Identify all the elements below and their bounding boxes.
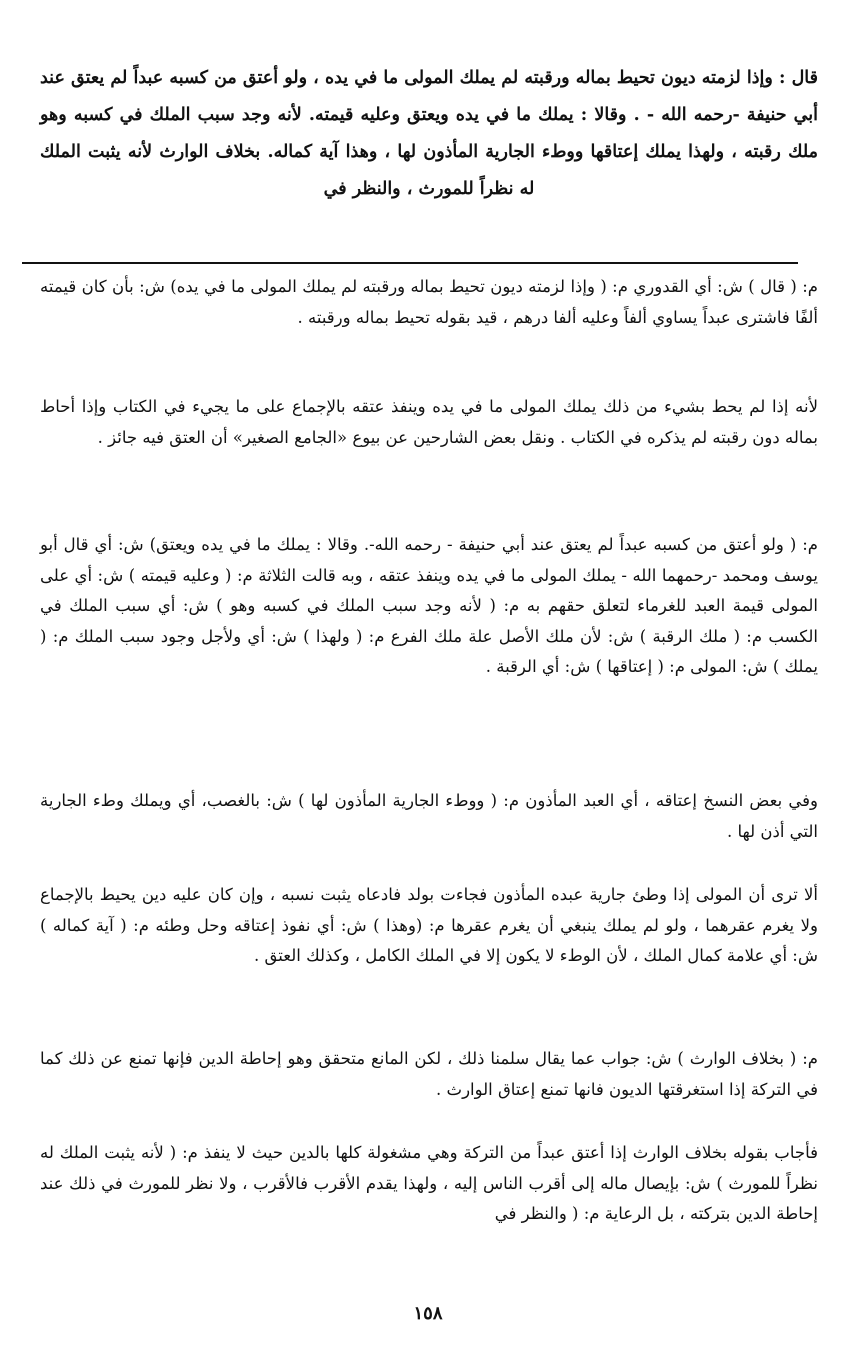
commentary-paragraph-1: م: ( قال ) ش: أي القدوري م: ( وإذا لزمته ديون تحيط بماله ورقبته لم يملك المولى ما في يده) ش: بأن كان قيمته ألفًا فاشترى عبداً يساوي ألفاً وعليه ألفا درهم ، قيد بقوله تحيط بماله ورقبته . [40, 277, 818, 327]
footnote-divider [22, 262, 798, 264]
commentary-paragraph-6: م: ( بخلاف الوارث ) ش: جواب عما يقال سلمنا ذلك ، لكن المانع متحقق وهو إحاطة الدين فإنها تمنع عن ذلك كما في التركة إذا استغرقتها الديون فانها تمنع إعتاق الوارث . [40, 1049, 818, 1099]
commentary-paragraph-5: ألا ترى أن المولى إذا وطئ جارية عبده المأذون فجاءت بولد فادعاه يثبت نسبه ، وإن كان عليه دين يحيط بالإجماع ولا يغرم عقرهما ، ولو لم يملك ينبغي أن يغرم عقرها م: (وهذا ) ش: أي نفوذ إعتاقه وحل وطئه م: ( آية كماله ) ش: أي علامة كمال الملك ، لأن الوطء لا يكون إلا في الملك الكامل ، وكذلك العتق . [40, 885, 818, 965]
commentary-paragraph-7: فأجاب بقوله بخلاف الوارث إذا أعتق عبداً من التركة وهي مشغولة كلها بالدين حيث لا ينفذ م: ( لأنه يثبت الملك له نظراً للمورث ) ش: بإيصال ماله إلى أقرب الناس إليه ، ولهذا يقدم الأقرب فالأقرب ، ولا نظر للمورث في ذلك عند إحاطة الدين بتركته ، بل الرعاية م: ( والنظر في [40, 1143, 818, 1223]
main-text-paragraph: قال : وإذا لزمته ديون تحيط بماله ورقبته لم يملك المولى ما في يده ، ولو أعتق من كسبه عبداً لم يعتق عند أبي حنيفة -رحمه الله - . وقالا : يملك ما في يده ويعتق وعليه قيمته. لأنه وجد سبب الملك في كسبه وهو ملك رقبته ، ولهذا يملك إعتاقها ووطء الجارية المأذون لها ، وهذا آية كماله. بخلاف الوارث لأنه يثبت الملك له نظراً للمورث ، والنظر في [40, 68, 818, 199]
commentary-paragraph-3: م: ( ولو أعتق من كسبه عبداً لم يعتق عند أبي حنيفة - رحمه الله-. وقالا : يملك ما في يده ويعتق) ش: أي قال أبو يوسف ومحمد -رحمهما الله - يملك المولى ما في يده وينفذ عتقه ، وبه قالت الثلاثة م: ( وعليه قيمته ) ش: أي على المولى قيمة العبد للغرماء لتعلق حقهم به م: ( لأنه وجد سبب الملك في كسبه وهو ) ش: أي سبب الملك في الكسب م: ( ملك الرقبة ) ش: لأن ملك الأصل علة ملك الفرع م: ( ولهذا ) ش: أي ولأجل وجود سبب الملك م: ( يملك ) ش: المولى م: ( إعتاقها ) ش: أي الرقبة . [40, 535, 818, 676]
commentary-paragraph-4: وفي بعض النسخ إعتاقه ، أي العبد المأذون م: ( ووطء الجارية المأذون لها ) ش: بالغصب، أي ويملك وطء الجارية التي أذن لها . [40, 791, 818, 841]
commentary-paragraph-2: لأنه إذا لم يحط بشيء من ذلك يملك المولى ما في يده وينفذ عتقه بالإجماع على ما يجيء في الكتاب وإذا أحاط بماله دون رقبته لم يذكره في الكتاب . ونقل بعض الشارحين عن بيوع «الجامع الصغير» أن العتق فيه جائز . [40, 397, 818, 447]
page-number: ١٥٨ [413, 1303, 443, 1324]
